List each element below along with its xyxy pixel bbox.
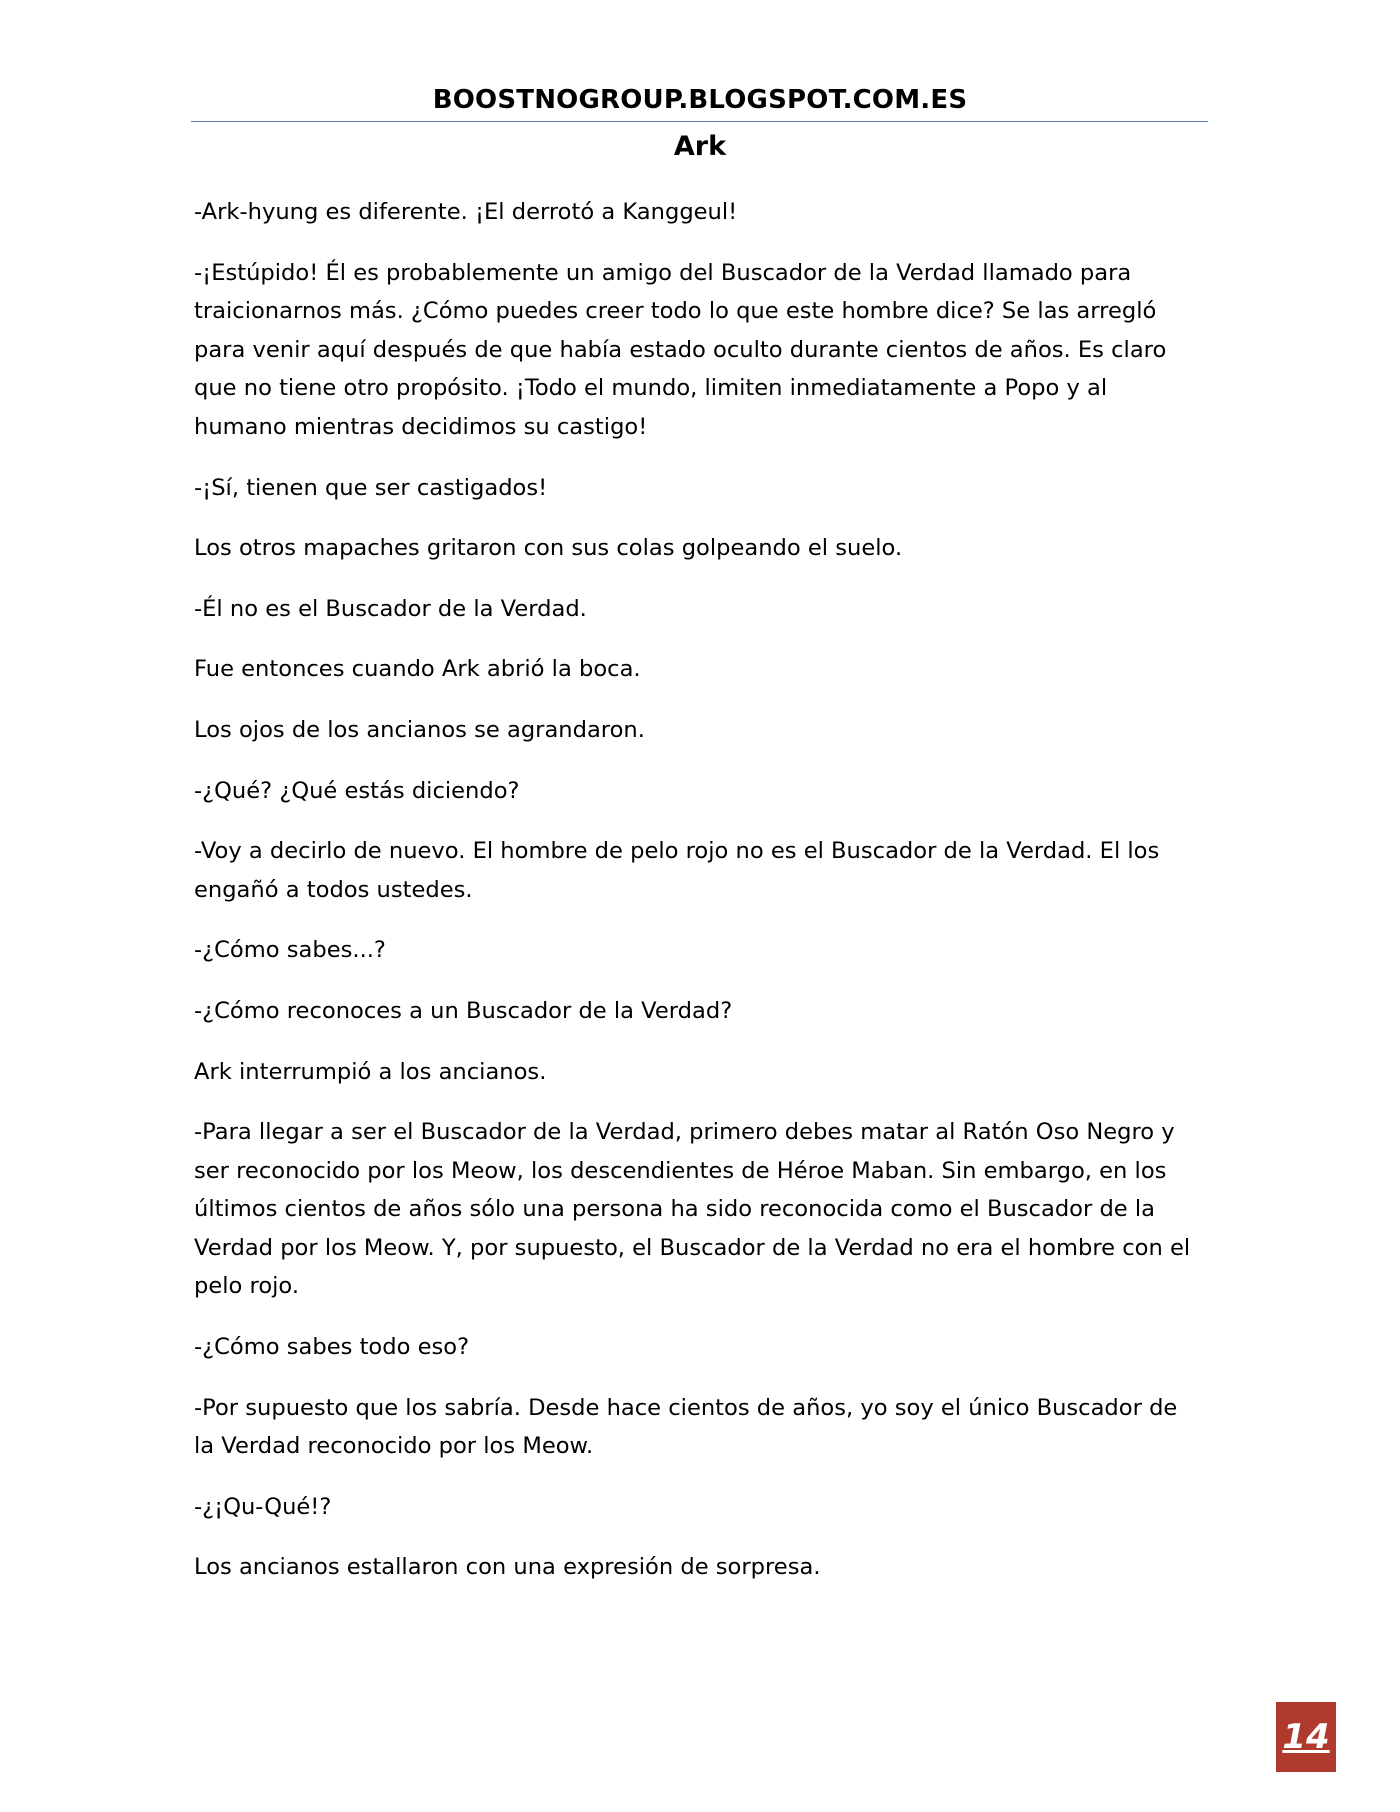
paragraph: -¿Qué? ¿Qué estás diciendo? [194,777,520,804]
paragraph: -¡Estúpido! Él es probablemente un amigo del Buscador de la Verdad llamado para traicionarnos más. ¿Cómo puedes creer todo lo que este hombre dice? Se las arregló para venir aquí después de que había estado oculto durante cientos de años. Es claro que no tiene otro propósito. ¡Todo el mundo, limiten inmediatamente a Popo y al humano mientras decidimos su castigo! [194,259,1167,440]
book-title: Ark [673,131,727,162]
paragraph: -Él no es el Buscador de la Verdad. [194,595,587,622]
site-header: BOOSTNOGROUP.BLOGSPOT.COM.ES [432,85,968,115]
paragraph: -Por supuesto que los sabría. Desde hace cientos de años, yo soy el único Buscador de la Verdad reconocido por los Meow. [194,1394,1178,1460]
paragraph: Fue entonces cuando Ark abrió la boca. [194,656,641,683]
page-number: 14 [1282,1717,1330,1757]
paragraph: -¡Sí, tienen que ser castigados! [194,474,548,501]
paragraph: -¿Cómo sabes...? [194,937,386,964]
paragraph: -¿Cómo reconoces a un Buscador de la Verdad? [194,997,733,1024]
paragraph: -¿¡Qu-Qué!? [194,1493,332,1520]
body-text [194,193,1204,1609]
paragraph: -Ark-hyung es diferente. ¡El derrotó a Kanggeul! [194,199,738,225]
paragraph: -Para llegar a ser el Buscador de la Verdad, primero debes matar al Ratón Oso Negro y ser reconocido por los Meow, los descendientes de Héroe Maban. Sin embargo, en los últimos cientos de años sólo una persona ha sido reconocida como el Buscador de la Verdad por los Meow. Y, por supuesto, el Buscador de la Verdad no era el hombre con el pelo rojo. [194,1119,1191,1300]
paragraph: -¿Cómo sabes todo eso? [194,1334,470,1361]
paragraph: Los otros mapaches gritaron con sus colas golpeando el suelo. [194,535,903,562]
paragraph: Los ancianos estallaron con una expresión de sorpresa. [194,1554,821,1581]
page-number-badge [1276,1702,1336,1772]
paragraph: -Voy a decirlo de nuevo. El hombre de pelo rojo no es el Buscador de la Verdad. El los engañó a todos ustedes. [194,838,1160,903]
paragraph: Los ojos de los ancianos se agrandaron. [194,716,645,743]
header-divider [191,121,1208,122]
paragraph: Ark interrumpió a los ancianos. [194,1058,547,1085]
